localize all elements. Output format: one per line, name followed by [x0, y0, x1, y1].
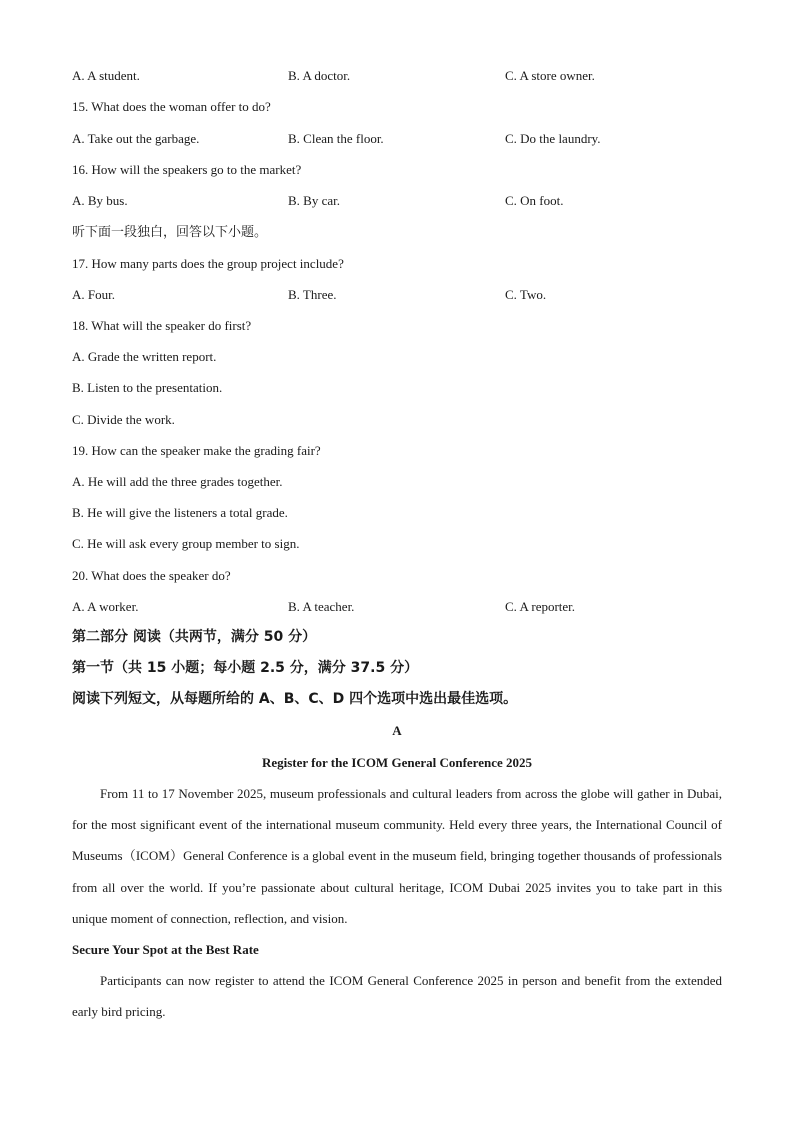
q14-option-c: C. A store owner.: [505, 68, 595, 83]
q17-options: [72, 287, 732, 303]
q15-option-b: B. Clean the floor.: [288, 131, 384, 146]
q15-options: [72, 131, 732, 147]
q14-options: [72, 68, 732, 84]
q19-stem: 19. How can the speaker make the grading fair?: [72, 443, 321, 458]
q14-option-a: A. A student.: [72, 68, 140, 83]
monologue-instruction: 听下面一段独白，回答以下小题。: [72, 225, 268, 240]
q17-option-c: C. Two.: [505, 287, 547, 302]
q16-stem: 16. How will the speakers go to the market?: [72, 162, 302, 177]
q20-option-a: A. A worker.: [72, 599, 139, 614]
q19-option-c: C. He will ask every group member to sign.: [72, 536, 300, 551]
q18-option-a: A. Grade the written report.: [72, 349, 217, 364]
reading-instruction: 阅读下列短文，从每题所给的 A、B、C、D 四个选项中选出最佳选项。: [72, 691, 518, 707]
q16-option-c: C. On foot.: [505, 193, 564, 208]
passage-subheading: Secure Your Spot at the Best Rate: [72, 942, 259, 957]
q20-option-c: C. A reporter.: [505, 599, 576, 614]
q15-option-c: C. Do the laundry.: [505, 131, 601, 146]
q19-option-b: B. He will give the listeners a total grade.: [72, 505, 288, 520]
passage-letter: A: [392, 723, 402, 738]
q20-options: [72, 599, 732, 615]
passage-title: Register for the ICOM General Conference 2025: [261, 755, 533, 770]
q16-options: [72, 193, 732, 209]
q18-option-b: B. Listen to the presentation.: [72, 380, 223, 395]
passage-paragraph-1: From 11 to 17 November 2025, museum professionals and cultural leaders from across the globe will gather in Dubai, for the most significant event of the international museum community. Held every three years, the International Council of Museums（ICOM）General Conference is a global event in the museum field, bringing together thousands of professionals from all over the world. If you’re passionate about cultural heritage, ICOM Dubai 2025 invites you to take part in this unique moment of connection, reflection, and vision.: [72, 786, 722, 926]
q19-option-a: A. He will add the three grades together.: [72, 474, 283, 489]
q15-option-a: A. Take out the garbage.: [72, 131, 200, 146]
passage-paragraph-2: Participants can now register to attend the ICOM General Conference 2025 in person and benefit from the extended early bird pricing.: [72, 973, 722, 1020]
q16-option-a: A. By bus.: [72, 193, 128, 208]
q15-stem: 15. What does the woman offer to do?: [72, 99, 271, 114]
q18-stem: 18. What will the speaker do first?: [72, 318, 252, 333]
q20-option-b: B. A teacher.: [288, 599, 355, 614]
q18-option-c: C. Divide the work.: [72, 412, 175, 427]
q14-option-b: B. A doctor.: [288, 68, 351, 83]
section1-heading: 第一节（共 15 小题；每小题 2.5 分，满分 37.5 分）: [72, 660, 419, 676]
q17-option-a: A. Four.: [72, 287, 115, 302]
part2-heading: 第二部分 阅读（共两节，满分 50 分）: [72, 629, 317, 645]
q17-option-b: B. Three.: [288, 287, 337, 302]
q20-stem: 20. What does the speaker do?: [72, 568, 231, 583]
q16-option-b: B. By car.: [288, 193, 340, 208]
q17-stem: 17. How many parts does the group project include?: [72, 256, 344, 271]
